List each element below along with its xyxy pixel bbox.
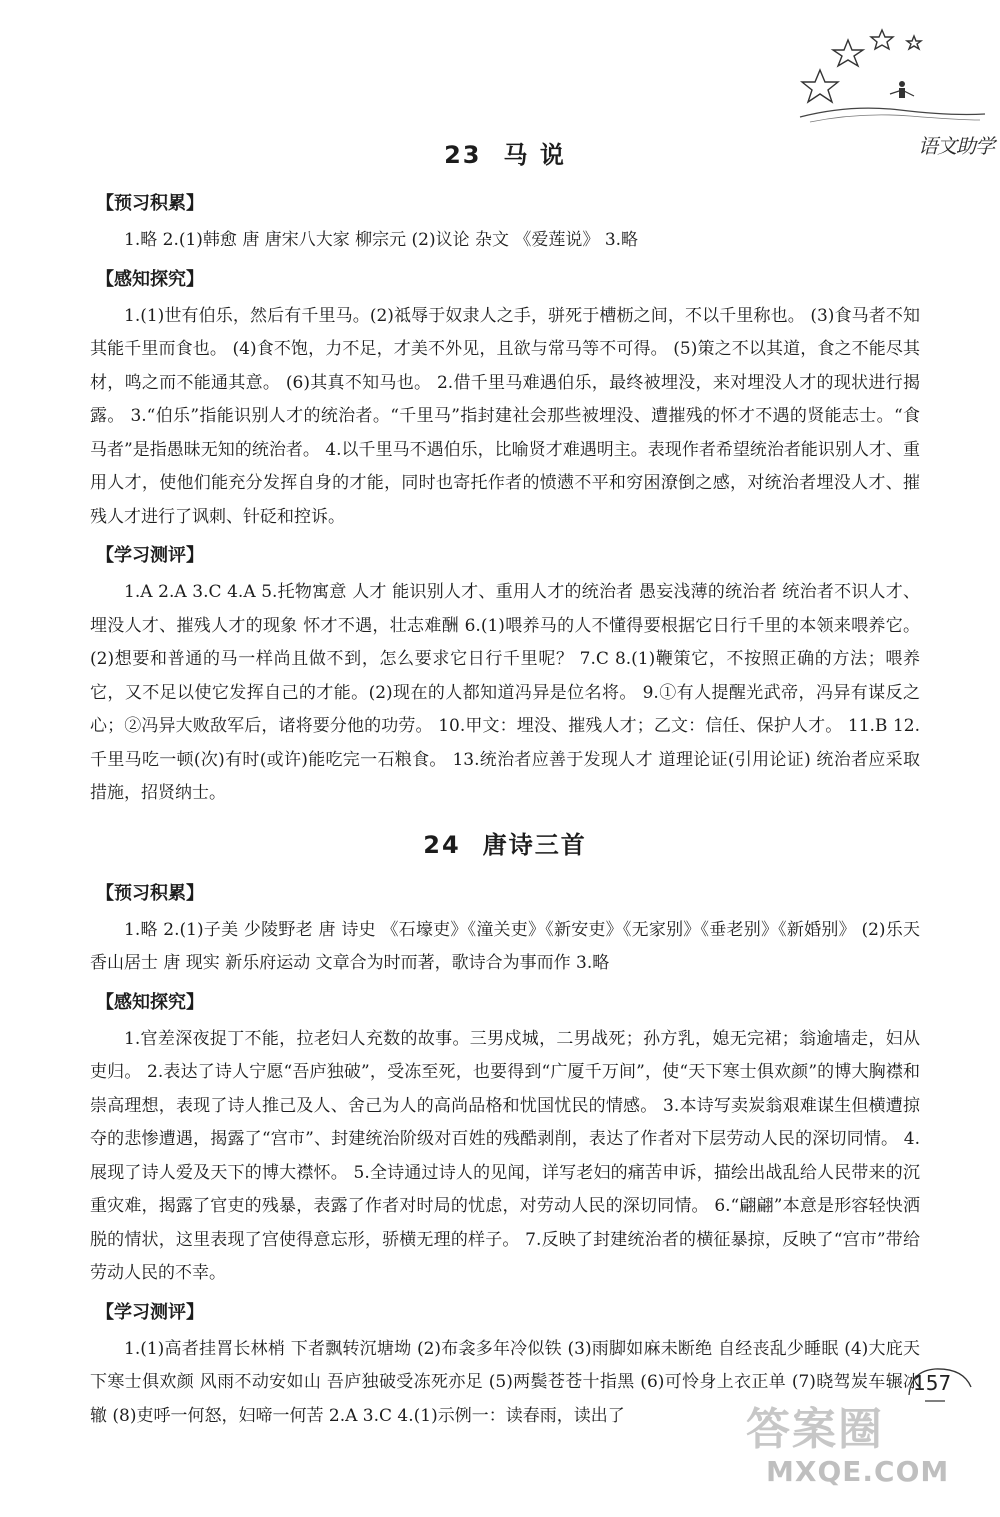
section-text-assess: 1.(1)高者挂罥长林梢 下者飘转沉塘坳 (2)布衾多年冷似铁 (3)雨脚如麻未断绝 自经丧乱少睡眠 (4)大庇天下寒士俱欢颜 风雨不动安如山 吾庐独破受冻死亦足 (5)两鬓苍苍十指黑 (6)可怜身上衣正单 (7)晓驾炭车辗冰辙 (8)吏呼一何怒，妇啼一何苦 2.A 3.C 4.(1)示例一：读春雨，读出了 bbox=[90, 1338, 920, 1426]
main-content bbox=[90, 135, 920, 1433]
lesson-title-23 bbox=[90, 135, 920, 170]
section-text-preview: 1.略 2.(1)韩愈 唐 唐宋八大家 柳宗元 (2)议论 杂文 《爱莲说》 3.略 bbox=[124, 230, 639, 250]
watermark-bottom: MXQE.COM bbox=[766, 1455, 950, 1488]
section-text-explore: 1.官差深夜捉丁不能，拉老妇人充数的故事。三男戍城，二男战死；孙方乳，媳无完裙；翁逾墙走，妇从吏归。 2.表达了诗人宁愿“吾庐独破”，受冻至死，也要得到“广厦千万间”，使“天下寒士俱欢颜”的博大胸襟和崇高理想，表现了诗人推己及人、舍己为人的高尚品格和忧国忧民的情感。 3.本诗写卖炭翁艰难谋生但横遭掠夺的悲惨遭遇，揭露了“宫市”、封建统治阶级对百姓的残酷剥削，表达了作者对下层劳动人民的深切同情。 4.展现了诗人爱及天下的博大襟怀。 5.全诗通过诗人的见闻，详写老妇的痛苦申诉，描绘出战乱给人民带来的沉重灾难，揭露了官吏的残暴，表露了作者对时局的忧虑，对劳动人民的深切同情。 6.“翩翩”本意是形容轻快洒脱的情状，这里表现了宫使得意忘形，骄横无理的样子。 7.反映了封建统治者的横征暴掠，反映了“宫市”带给劳动人民的不幸。 bbox=[90, 1028, 920, 1283]
watermark bbox=[726, 1393, 986, 1503]
lesson-title-text: 唐诗三首 bbox=[482, 830, 587, 859]
page-number: 157 bbox=[913, 1371, 952, 1395]
stars-decoration-icon bbox=[790, 22, 990, 132]
lesson-number: 24 bbox=[423, 830, 461, 859]
section-text-assess: 1.A 2.A 3.C 4.A 5.托物寓意 人才 能识别人才、重用人才的统治者 愚妄浅薄的统治者 统治者不识人才、埋没人才、摧残人才的现象 怀才不遇，壮志难酬 6.(1)喂养马的人不懂得要根据它日行千里的本领来喂养它。(2)想要和普通的马一样尚且做不到，怎么要求它日行千里呢？ 7.C 8.(1)鞭策它，不按照正确的方法；喂养它，又不足以使它发挥自己的才能。(2)现在的人都知道冯异是位名将。 9.①有人提醒光武帝，冯异有谋反之心；②冯异大败敌军后，诸将要分他的功劳。 10.甲文：埋没、摧残人才；乙文：信任、保护人才。 11.B 12.千里马吃一顿(次)有时(或许)能吃完一石粮食。 13.统治者应善于发现人才 道理论证(引用论证) 统治者应采取措施，招贤纳士。 bbox=[90, 582, 920, 803]
section-heading-preview: 【预习积累】 bbox=[96, 193, 204, 214]
watermark-top: 答案圈 bbox=[746, 1404, 884, 1455]
lesson-title-text: 马 说 bbox=[503, 141, 566, 169]
lesson-title-24 bbox=[90, 825, 920, 860]
section-heading-assess: 【学习测评】 bbox=[96, 545, 204, 566]
section-text-preview: 1.略 2.(1)子美 少陵野老 唐 诗史 《石壕吏》《潼关吏》《新安吏》《无家别》《垂老别》《新婚别》 (2)乐天 香山居士 唐 现实 新乐府运动 文章合为时而著，歌诗合为事而作 3.略 bbox=[90, 919, 920, 973]
section-heading-explore: 【感知探究】 bbox=[96, 991, 204, 1013]
section-heading-preview: 【预习积累】 bbox=[96, 882, 204, 904]
section-heading-assess: 【学习测评】 bbox=[96, 1301, 204, 1323]
side-mark: 语文助学 bbox=[918, 134, 994, 158]
section-text-explore: 1.(1)世有伯乐，然后有千里马。(2)祗辱于奴隶人之手，骈死于槽枥之间，不以千里称也。 (3)食马者不知其能千里而食也。 (4)食不饱，力不足，才美不外见，且欲与常马等不可得。 (5)策之不以其道，食之不能尽其材，鸣之而不能通其意。 (6)其真不知马也。 2.借千里马难遇伯乐，最终被埋没，来对埋没人才的现状进行揭露。 3.“伯乐”指能识别人才的统治者。“千里马”指封建社会那些被埋没、遭摧残的怀才不遇的贤能志士。“食马者”是指愚昧无知的统治者。 4.以千里马不遇伯乐，比喻贤才难遇明主。表现作者希望统治者能识别人才、重用人才，使他们能充分发挥自身的才能，同时也寄托作者的愤懑不平和穷困潦倒之感，对统治者埋没人才、摧残人才进行了讽刺、针砭和控诉。 bbox=[90, 305, 920, 527]
lesson-number: 23 bbox=[444, 141, 482, 169]
section-heading-explore: 【感知探究】 bbox=[96, 268, 204, 290]
